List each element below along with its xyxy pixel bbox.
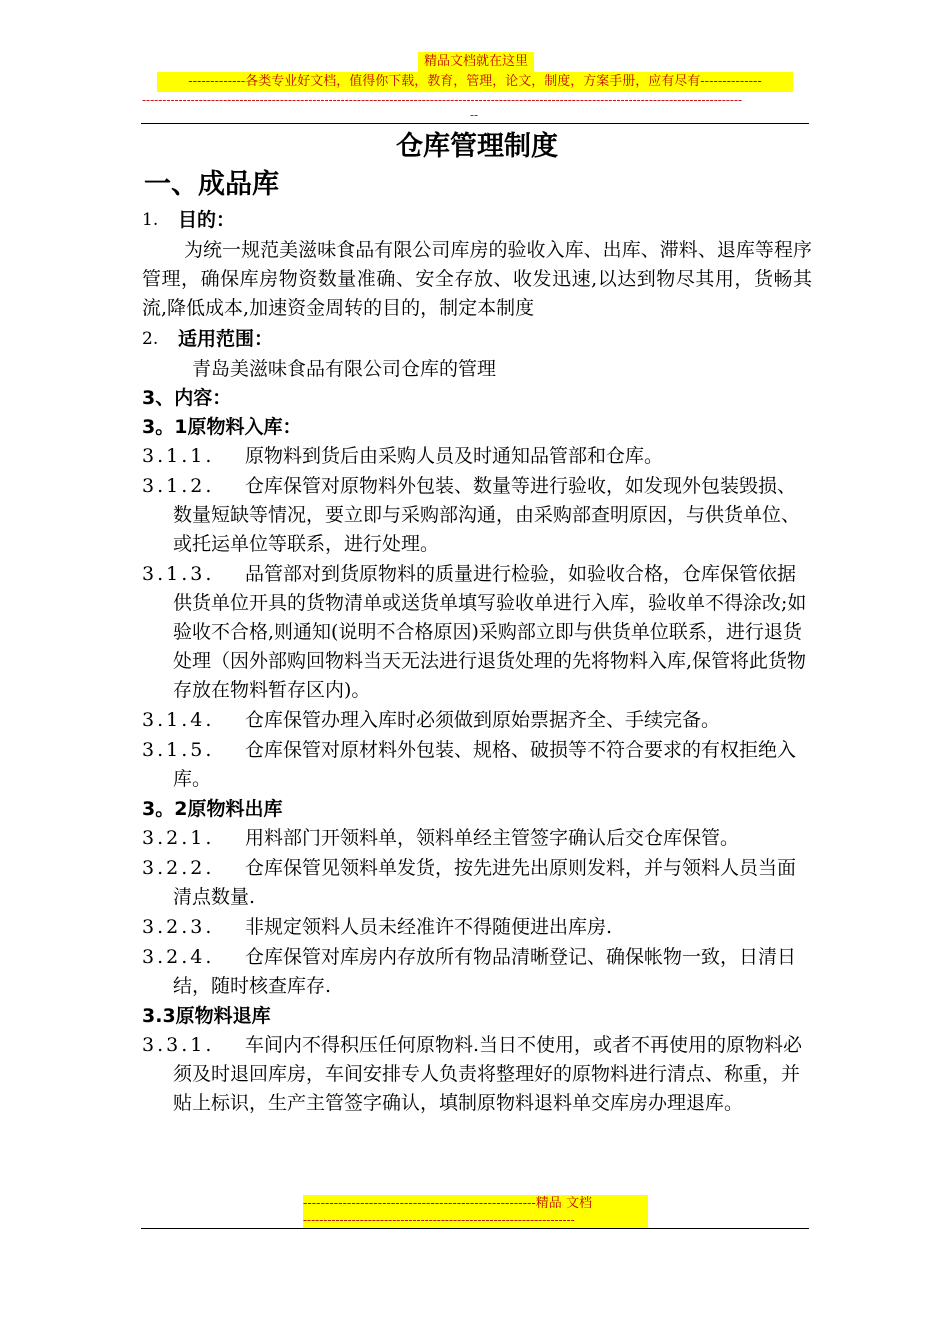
clause-number: 3.2.1.	[142, 827, 215, 849]
clause-item	[142, 824, 812, 853]
outbound-items	[142, 824, 812, 1001]
footer-line-2: -------------------------------------------------------------------	[303, 1213, 575, 1227]
header-dash-line: ----------------------------------------------------------------------------------------------------------------------------------------------------	[142, 93, 743, 107]
clause-number: 3.1.2.	[142, 475, 215, 497]
purpose-text: 为统一规范美滋味食品有限公司库房的验收入库、出库、滞料、退库等程序管理，确保库房物资数量准确、安全存放、收发迅速,以达到物尽其用，货畅其流,降低成本,加速资金周转的目的，制定本制度	[142, 239, 812, 319]
content-label: 3、内容：	[142, 387, 232, 409]
clause-item	[142, 1031, 812, 1118]
scope-text: 青岛美滋味食品有限公司仓库的管理	[192, 358, 497, 380]
clause-text: 仓库保管对库房内存放所有物品清晰登记、确保帐物一致，日清日结，随时核查库存.	[173, 946, 797, 997]
clause-item	[142, 913, 812, 942]
header-dash-tail: --	[470, 108, 479, 122]
document-body	[142, 128, 812, 1119]
clause-number: 3.3.1.	[142, 1034, 215, 1056]
footer-line-1: -----------------------------------------------------精品 文档	[303, 1196, 592, 1211]
subsection-title-inbound: 3。1原物料入库：	[142, 416, 302, 438]
clause-number: 3.1.4.	[142, 709, 215, 731]
clause-number: 3.2.2.	[142, 857, 215, 879]
clause-text: 仓库保管对原材料外包装、规格、破损等不符合要求的有权拒绝入库。	[173, 739, 797, 790]
clause-item	[142, 442, 812, 471]
scope-heading	[142, 325, 812, 353]
clause-item	[142, 706, 812, 735]
clause-text: 品管部对到货原物料的质量进行检验，如验收合格，仓库保管依据供货单位开具的货物清单或送货单填写验收单进行入库，验收单不得涂改;如验收不合格,则通知(说明不合格原因)采购部立即与供货单位联系，进行退货处理（因外部购回物料当天无法进行退货处理的先将物料入库,保管将此货物存放在物料暂存区内)。	[173, 563, 807, 701]
clause-item	[142, 854, 812, 912]
clause-item	[142, 472, 812, 559]
scope-label: 适用范围：	[178, 328, 274, 350]
footer-rule	[141, 1228, 809, 1229]
header-rule	[141, 123, 809, 124]
clause-text: 仓库保管对原物料外包装、数量等进行验收，如发现外包装毁损、数量短缺等情况，要立即与采购部沟通，由采购部查明原因，与供货单位、或托运单位等联系，进行处理。	[173, 475, 801, 555]
clause-number: 3.1.5.	[142, 739, 215, 761]
clause-item	[142, 560, 812, 705]
return-items	[142, 1031, 812, 1118]
inbound-items	[142, 442, 812, 794]
header-top-label: 精品文档就在这里	[418, 52, 534, 72]
scope-number: 2.	[142, 329, 159, 349]
clause-text: 车间内不得积压任何原物料.当日不使用，或者不再使用的原物料必须及时退回库房，车间安排专人负责将整理好的原物料进行清点、称重，并贴上标识，生产主管签字确认，填制原物料退料单交库房办理退库。	[173, 1034, 803, 1114]
clause-text: 原物料到货后由采购人员及时通知品管部和仓库。	[245, 445, 664, 467]
page-title: 仓库管理制度	[396, 131, 558, 162]
clause-text: 非规定领料人员未经准许不得随便进出库房.	[245, 916, 613, 938]
purpose-label: 目的：	[178, 209, 236, 231]
clause-number: 3.2.4.	[142, 946, 215, 968]
subsection-title-outbound: 3。2原物料出库	[142, 798, 283, 820]
clause-number: 3.1.1.	[142, 445, 215, 467]
clause-item	[142, 736, 812, 794]
clause-text: 仓库保管办理入库时必须做到原始票据齐全、手续完备。	[245, 709, 721, 731]
clause-number: 3.1.3.	[142, 563, 215, 585]
clause-item	[142, 943, 812, 1001]
purpose-heading	[142, 206, 812, 234]
clause-text: 用料部门开领料单，领料单经主管签字确认后交仓库保管。	[245, 827, 740, 849]
header-ad-banner: -------------各类专业好文档，值得你下载，教育，管理，论文，制度，方案手册，应有尽有--------------	[157, 72, 793, 92]
subsection-title-return: 3.3原物料退库	[142, 1005, 271, 1027]
clause-number: 3.2.3.	[142, 916, 215, 938]
clause-text: 仓库保管见领料单发货，按先进先出原则发料，并与领料人员当面清点数量.	[173, 857, 797, 908]
purpose-number: 1.	[142, 210, 159, 230]
section-heading: 一、成品库	[144, 169, 279, 200]
